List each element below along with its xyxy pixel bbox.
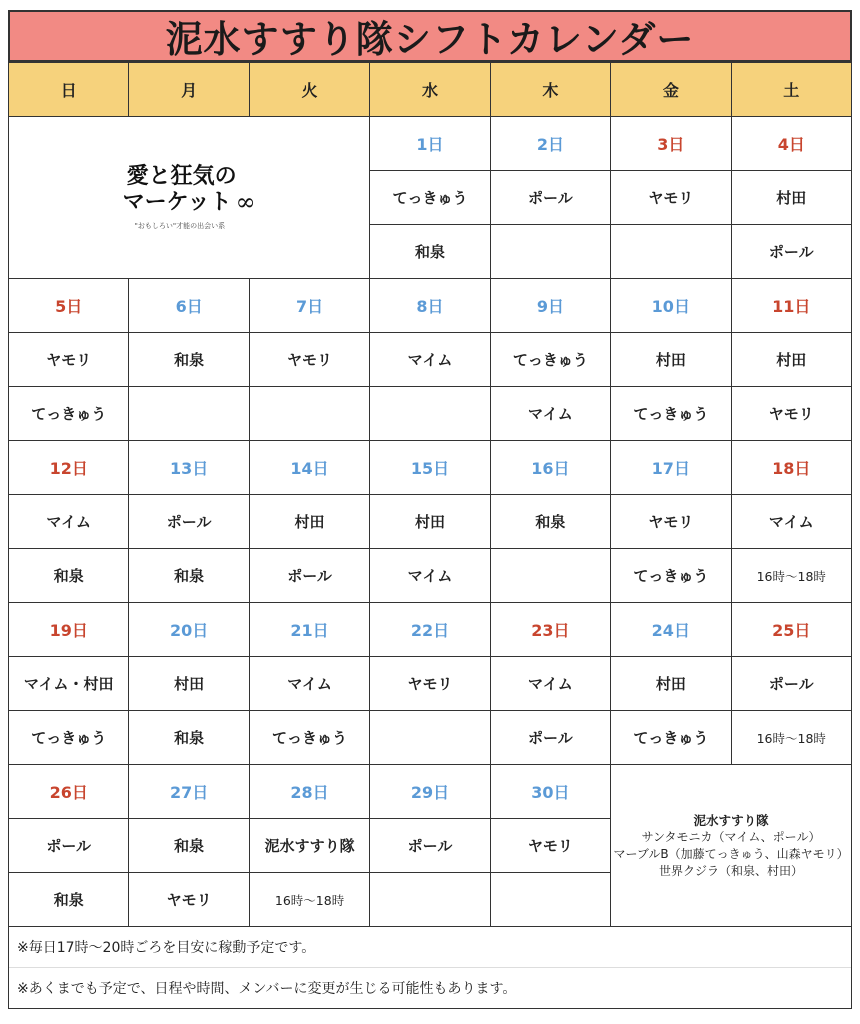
date-cell: 11日 (731, 279, 851, 333)
day-of-week-header (9, 63, 852, 117)
date-cell: 25日 (731, 603, 851, 657)
date-cell: 27日 (129, 765, 249, 819)
team-legend (611, 765, 852, 927)
dow-sat: 土 (731, 63, 851, 117)
shift-cell: ヤモリ (490, 819, 610, 873)
date-cell: 14日 (249, 441, 369, 495)
date-cell: 26日 (9, 765, 129, 819)
shift-cell (490, 873, 610, 927)
logo-line1: 愛と狂気の (126, 163, 237, 189)
shift-cell: 和泉 (129, 549, 249, 603)
dow-mon: 月 (129, 63, 249, 117)
shift-time-cell: 16時〜18時 (249, 873, 369, 927)
week3-slot1-row (9, 495, 852, 549)
week2-date-row (9, 279, 852, 333)
shift-time-cell: 16時〜18時 (731, 549, 851, 603)
shift-cell: てっきゅう (9, 711, 129, 765)
date-cell: 2日 (490, 117, 610, 171)
shift-cell: 村田 (249, 495, 369, 549)
shift-cell: 和泉 (490, 495, 610, 549)
shift-cell: 村田 (611, 333, 731, 387)
shift-cell: 村田 (731, 333, 851, 387)
logo-cell (9, 117, 370, 279)
legend-line: 世界クジラ（和泉、村田） (659, 863, 804, 878)
date-cell: 29日 (370, 765, 490, 819)
shift-cell: ヤモリ (370, 657, 490, 711)
shift-cell: てっきゅう (490, 333, 610, 387)
shift-cell: 和泉 (9, 549, 129, 603)
shift-calendar (8, 10, 852, 1009)
date-cell: 23日 (490, 603, 610, 657)
shift-cell: 和泉 (129, 711, 249, 765)
week4-date-row (9, 603, 852, 657)
shift-cell: 和泉 (129, 819, 249, 873)
shift-cell: ヤモリ (9, 333, 129, 387)
shift-cell: マイム (370, 549, 490, 603)
week3-date-row (9, 441, 852, 495)
shift-cell: ポール (9, 819, 129, 873)
date-cell: 19日 (9, 603, 129, 657)
shift-cell: マイム (490, 657, 610, 711)
shift-cell: ヤモリ (611, 495, 731, 549)
shift-cell (370, 387, 490, 441)
shift-cell (370, 873, 490, 927)
calendar-title: 泥水すすり隊シフトカレンダー (8, 10, 852, 62)
shift-cell: マイム (9, 495, 129, 549)
dow-sun: 日 (9, 63, 129, 117)
logo-line2: マーケット (122, 189, 232, 215)
shift-cell (129, 387, 249, 441)
date-cell: 20日 (129, 603, 249, 657)
shift-cell: ヤモリ (731, 387, 851, 441)
shift-cell: ポール (731, 657, 851, 711)
shift-cell: 村田 (370, 495, 490, 549)
shift-cell: てっきゅう (370, 171, 490, 225)
week4-slot1-row (9, 657, 852, 711)
date-cell: 13日 (129, 441, 249, 495)
week2-slot2-row (9, 387, 852, 441)
date-cell: 28日 (249, 765, 369, 819)
date-cell: 22日 (370, 603, 490, 657)
infinity-icon: ∞ (235, 188, 256, 216)
shift-cell: 和泉 (9, 873, 129, 927)
shift-cell (490, 225, 610, 279)
shift-cell: マイム (370, 333, 490, 387)
dow-wed: 水 (370, 63, 490, 117)
notes-box (8, 927, 852, 1009)
shift-cell: ヤモリ (611, 171, 731, 225)
date-cell: 4日 (731, 117, 851, 171)
logo-line2-wrap (123, 189, 256, 215)
date-cell: 6日 (129, 279, 249, 333)
shift-cell: ヤモリ (129, 873, 249, 927)
logo-tagline: "おもしろい"才能の出会い系 (134, 222, 226, 230)
shift-cell: ポール (490, 711, 610, 765)
shift-cell: ポール (129, 495, 249, 549)
dow-fri: 金 (611, 63, 731, 117)
shift-cell: 泥水すすり隊 (249, 819, 369, 873)
date-cell: 21日 (249, 603, 369, 657)
shift-cell (611, 225, 731, 279)
shift-cell: マイム (249, 657, 369, 711)
date-cell: 10日 (611, 279, 731, 333)
week3-slot2-row (9, 549, 852, 603)
shift-time-cell: 16時〜18時 (731, 711, 851, 765)
legend-title: 泥水すすり隊 (693, 812, 769, 828)
shift-cell: てっきゅう (9, 387, 129, 441)
shift-cell: てっきゅう (611, 387, 731, 441)
week5-date-row (9, 765, 852, 819)
shift-cell: ヤモリ (249, 333, 369, 387)
date-cell: 8日 (370, 279, 490, 333)
legend-line: サンタモニカ（マイム、ポール） (641, 829, 821, 844)
date-cell: 1日 (370, 117, 490, 171)
shift-cell: 和泉 (370, 225, 490, 279)
shift-cell: ポール (490, 171, 610, 225)
date-cell: 5日 (9, 279, 129, 333)
date-cell: 30日 (490, 765, 610, 819)
note-line: ※あくまでも予定で、日程や時間、メンバーに変更が生じる可能性もあります。 (9, 967, 851, 1008)
shift-cell: ポール (370, 819, 490, 873)
shift-cell: 和泉 (129, 333, 249, 387)
shift-cell: マイム・村田 (9, 657, 129, 711)
calendar-grid (8, 62, 852, 927)
date-cell: 9日 (490, 279, 610, 333)
shift-cell: マイム (731, 495, 851, 549)
shift-cell: てっきゅう (249, 711, 369, 765)
week4-slot2-row (9, 711, 852, 765)
shift-cell (249, 387, 369, 441)
shift-cell: 村田 (611, 657, 731, 711)
week2-slot1-row (9, 333, 852, 387)
shift-cell: ポール (249, 549, 369, 603)
date-cell: 18日 (731, 441, 851, 495)
shift-cell: てっきゅう (611, 549, 731, 603)
shift-cell: 村田 (731, 171, 851, 225)
legend-line: マーブルB（加藤てっきゅう、山森ヤモリ） (613, 846, 849, 861)
dow-thu: 木 (490, 63, 610, 117)
dow-tue: 火 (249, 63, 369, 117)
shift-cell (370, 711, 490, 765)
shift-cell: てっきゅう (611, 711, 731, 765)
date-cell: 16日 (490, 441, 610, 495)
date-cell: 3日 (611, 117, 731, 171)
shift-cell: ポール (731, 225, 851, 279)
market-logo (123, 163, 256, 231)
shift-cell: マイム (490, 387, 610, 441)
date-cell: 12日 (9, 441, 129, 495)
date-cell: 17日 (611, 441, 731, 495)
week1-date-row (9, 117, 852, 171)
date-cell: 7日 (249, 279, 369, 333)
shift-cell (490, 549, 610, 603)
date-cell: 15日 (370, 441, 490, 495)
date-cell: 24日 (611, 603, 731, 657)
shift-cell: 村田 (129, 657, 249, 711)
note-line: ※毎日17時〜20時ごろを目安に稼動予定です。 (17, 940, 316, 956)
